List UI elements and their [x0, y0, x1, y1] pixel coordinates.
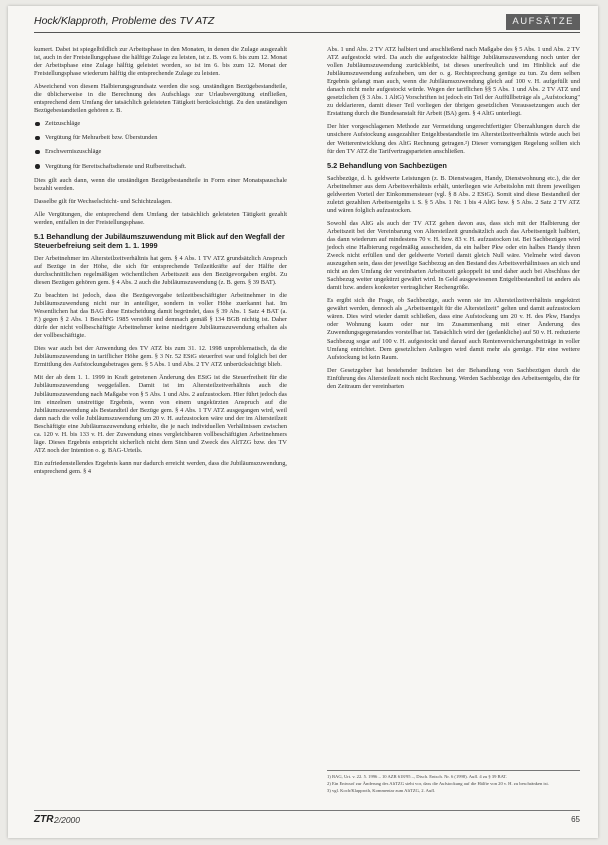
paragraph: Der Gesetzgeber hat bestehender Indizien bei der Behandlung von Sachbezügen durch die Einführung des Altersteilzeit noch nicht Rechnung. Werden Sachbezüge des Arbeitsentgelts, die für den Zeitraum der vereinbarten [327, 366, 580, 390]
paragraph: Abs. 1 und Abs. 2 TV ATZ halbiert und anschließend nach Maßgabe des § 5 Abs. 1 und Abs. 2 TV ATZ aufgestockt wird. Da auch die aufgestockte hälftige Jubiläumszuwendung noch unter der vollen Jubiläumszuwendung zurückbleibt, ist dieses unerfreulich und im Hinblick auf die Jubiläumszuwendung aufzuheben, um der o. g. Rechtsprechung genüge zu tun. Zu dem selben Ergebnis gelangt man auch, wenn die Jubiläumszuwendung gleich auf 100 v. H. aufgefüllt und danach nicht mehr aufgestockt würde. Wegen der tariflichen §§ 5 Abs. 1 und Abs. 2 TV ATZ und gesetzlichen (§ 3 Abs. 1 AltG) Vorschriften ist jedoch ein Teil der Auffüllbeträge als „Aufstockung" zu deklarieren, damit dieser Teil vorliegen der übrigen gesetzlichen Voraussetzungen auch der Erstattung durch die Bundesanstalt für Arbeit (BA) gem. § 4 AltG unterliegt. [327, 46, 580, 118]
paragraph: kumert. Dabei ist spiegelbildlich zur Arbeitsphase in den Monaten, in denen die Zulage ausgezahlt ist, auch in der Freistellungsphase die hälftige Zulage zu leisten, ist z. B. vom 6. bis zum 12. Monat der Arbeitsphase eine Zulage hälftig geleistet worden, so ist im 6. bis zum 12. Monat der Freistellungsphase wiederum hälftig die entsprechende Zulage zu leisten. [34, 46, 287, 78]
page-footer [34, 810, 580, 825]
paragraph: Der Arbeitnehmer im Altersteilzeitverhältnis hat gem. § 4 Abs. 1 TV ATZ grundsätzlich Anspruch auf Bezüge in der Höhe, die sich für entsprechende Teilzeitkräfte auf der Hälfte der durchschnittlichen regelmäßigen wöchentlichen Arbeitszeit aus den Bezügevorgaben ergibt. Zu diesen Bezügen gehören gem. § 4 Abs. 2 auch die Jubiläumszuwendung (z. B. gem. § 39 BAT). [34, 254, 287, 286]
paragraph: Zu beachten ist jedoch, dass die Bezügevorgabe teilzeitbeschäftigter Arbeitnehmer in die Jubiläumszuwendung nicht nur in anteiliger, sondern in voller Höhe zuerkannt hat. Im Wesentlichen hat das BAG diese Entscheidung damit begründet, dass § 39 Abs. 1 Satz 4 BAT (a. F.) gegen § 2 Abs. 1 BeschFG 1985 verstößt und demnach gemäß § 134 BGB nichtig ist. Daher dürfe der nicht vollbeschäftigte Arbeitnehmer keine niedrigere Jubiläumszuwendung erhalten als der vollbeschäftigte. [34, 291, 287, 340]
paragraph: Sowohl das AltG als auch der TV ATZ gehen davon aus, dass sich mit der Halbierung der Arbeitszeit bei der Vereinbarung von Altersteilzeit grundsätzlich auch das Arbeitsentgelt halbiert, das dann wiederum auf mindestens 70 v. H. bzw. 83 v. H. aufzustocken ist. Bei Sachbezügen wird jedoch eine Halbierung regelmäßig ausscheiden, da ein halber Pkw oder ein halbes Handy ihren Zweck nicht erfüllen und der geldwerte Vorteil damit gleich Null wäre. Vielmehr wird davon auszugehen sein, dass der jeweilige Sachbezug an den Bestand des Arbeitsverhältnisses an sich und nicht an den Umfang der vereinbarten Arbeitszeit gekoppelt ist und daher auch bei Abschluss der Sachbezug weiter ungekürzt gewährt wird. In Geld ausgewiesenen Entgeltbestandteil ist anders als damit bzw. anders konkreter vertraglicher Rechengröße. [327, 219, 580, 292]
paragraph: Dies gilt auch dann, wenn die unständigen Bezügebestandteile in Form einer Monatspauschale bezahlt werden. [34, 176, 287, 192]
list-item: Zeitzuschläge [34, 120, 287, 128]
paragraph: Dasselbe gilt für Wechselschicht- und Schichtzulagen. [34, 197, 172, 205]
footnotes [327, 770, 580, 795]
left-column [34, 46, 287, 481]
paragraph: Dies war auch bei der Anwendung des TV ATZ bis zum 31. 12. 1998 unproblematisch, da die Jubiläumszuwendung in tariflicher Höhe gem. § 3 Nr. 52 EStG steuerfrei war und folglich bei der Ermittlung des Aufstockungsbetrages gem. § 5 Abs. 1 und Abs. 2 TV ATZ unberücksichtigt blieb. [34, 345, 287, 369]
paragraph: Der hier vorgeschlagenen Methode zur Vermeidung ungerechtfertigter Überzahlungen durch die unsichere Aufstockung ausgezahlter Entgeltbestandteile im Altersteilzeitverhältnis würde auch bei der Weiterentwicklung des AltG Rechnung getragen.²) Dieser vorrangigen Regelung sollten sich für den TV ATZ die Tarifvertragsparteien anschließen. [327, 123, 580, 155]
paragraph: Es ergibt sich die Frage, ob Sachbezüge, auch wenn sie im Altersteilzeitverhältnis ungekürzt gewährt werden, dennoch als „Arbeitsentgelt für die Altersteilzeit" gelten und damit aufzustocken wären. Dies wird wieder damit schließen, dass eine Aufstockung um 20 v. H. des Pkw, Handys oder Wohnung kaum oder nur im Zusammenhang mit einer Änderung des Zuwendungsgegenstandes vorstellbar ist. Tatsächlich wird der (gedankliche) auf 50 v. H. reduzierte Sachbezug sogar auf 100 v. H. aufgestockt und darauf auch Rentenversicherungsbeiträge in voller Umfang entrichtet. Dem gesetzlichen Anliegen wird damit mehr als genüge. Für eine weitere Aufstockung ist kein Raum. [327, 297, 580, 361]
footnote: 3) vgl. Koch/Klapproth, Kommentar zum AltTZG, 2. Aufl. [327, 788, 436, 793]
section-badge: AUFSÄTZE [506, 14, 580, 30]
footnote: 1) BAG, Urt. v. 22. 5. 1996 – 10 AZR 618/95 –, Dtsch. Entsch. Nr. 6 (1998). Aufl. 4 zu § 39 BAT. [327, 774, 508, 779]
page [8, 6, 598, 838]
page-number: 65 [571, 815, 580, 824]
bullet-list [34, 120, 287, 170]
running-header [34, 14, 580, 33]
paragraph: Sachbezüge, d. h. geldwerte Leistungen (z. B. Dienstwagen, Handy, Dienstwohnung etc.), die der Arbeitnehmer aus dem Arbeitsverhältnis erhält, unterliegen wie Arbeitslohn mit ihrem jeweiligen geldwerten Vorteil der Einkommensteuer (vgl. § 8 Abs. 2 EStG). Somit sind diese Bestandteil der zuletzt gezahlten Arbeitsentgelts i. S. § 5 Abs. 1 Nr. 1 bis 4 AltG bzw. § 5 Abs. 2 Satz 2 TV ATZ und wären folglich aufzustocken. [327, 174, 580, 214]
section-heading: 5.1 Behandlung der Jubiläumszuwendung mit Blick auf den Wegfall der Steuerbefreiung seit dem 1. 1. 1999 [34, 231, 285, 250]
header-title: Hock/Klapproth, Probleme des TV ATZ [34, 15, 215, 27]
issue-number: 2/2000 [54, 815, 80, 825]
list-item: Erschwerniszuschläge [34, 148, 287, 156]
list-item: Vergütung für Mehrarbeit bzw. Überstunden [34, 134, 287, 142]
journal-logo: ZTR [34, 814, 54, 825]
right-column [327, 46, 580, 396]
paragraph: Ein zufriedenstellendes Ergebnis kann nur dadurch erreicht werden, dass die Jubiläumszuwendung, entsprechend gem. § 4 [34, 459, 287, 475]
paragraph: Abweichend von diesem Halbierungsgrundsatz werden die sog. unständigen Bezügebestandteile, die üblicherweise in die Berechnung des Aufschlags zur Urlaubsvergütung einfließen, entsprechend dem Umfang der tatsächlich geleisteten Tätigkeit berücksichtigt. Zu den unständigen Bezügebestandteilen gehören z. B. [34, 83, 287, 115]
footnote: 2) Ein Entwurf zur Änderung des AltTZG sieht vor, dass die Aufstockung auf die Hälfte von 20 v. H. zu beschränken ist. [327, 781, 549, 786]
section-heading: 5.2 Behandlung von Sachbezügen [327, 160, 447, 170]
paragraph: Mit der ab dem 1. 1. 1999 in Kraft getretenen Änderung des EStG ist die Steuerfreiheit für die Jubiläumszuwendung weggefallen. Damit ist im Altersteilzeitverhältnis auch die Jubiläumszuwendung nach Maßgabe von § 5 Abs. 1 und Abs. 2 aufzustocken. Hier führt jedoch das im einzelnen unstreitige Ergebnis, wenn von einem ungekürzten Anspruch auf die Jubiläumszuwendung als Bestandteil der Bezüge gem. § 4 Abs. 1 TV ATZ ausgegangen wird, weil dann nach die volle Jubiläumszuwendung um 20 v. H. aufzustocken wäre und der im Altersteilzeit Beschäftigte eine Jubiläumszuwendung erhielte, die je nach individuellen Verhältnissen zwischen ca. 120 v. H. bis 133 v. H. der Zuwendung eines vergleichbaren vollbeschäftigten Arbeitnehmers läge. Dieses Ergebnis entspricht sicherlich nicht dem Sinn und Zweck des AltTZG bzw. des TV ATZ noch der Intention o. g. BAG-Urteils. [34, 374, 287, 454]
paragraph: Alle Vergütungen, die entsprechend dem Umfang der tatsächlich geleisteten Tätigkeit gezahlt werden, entfallen in der Freistellungsphase. [34, 210, 287, 226]
list-item: Vergütung für Bereitschaftsdienste und Rufbereitschaft. [34, 163, 287, 171]
